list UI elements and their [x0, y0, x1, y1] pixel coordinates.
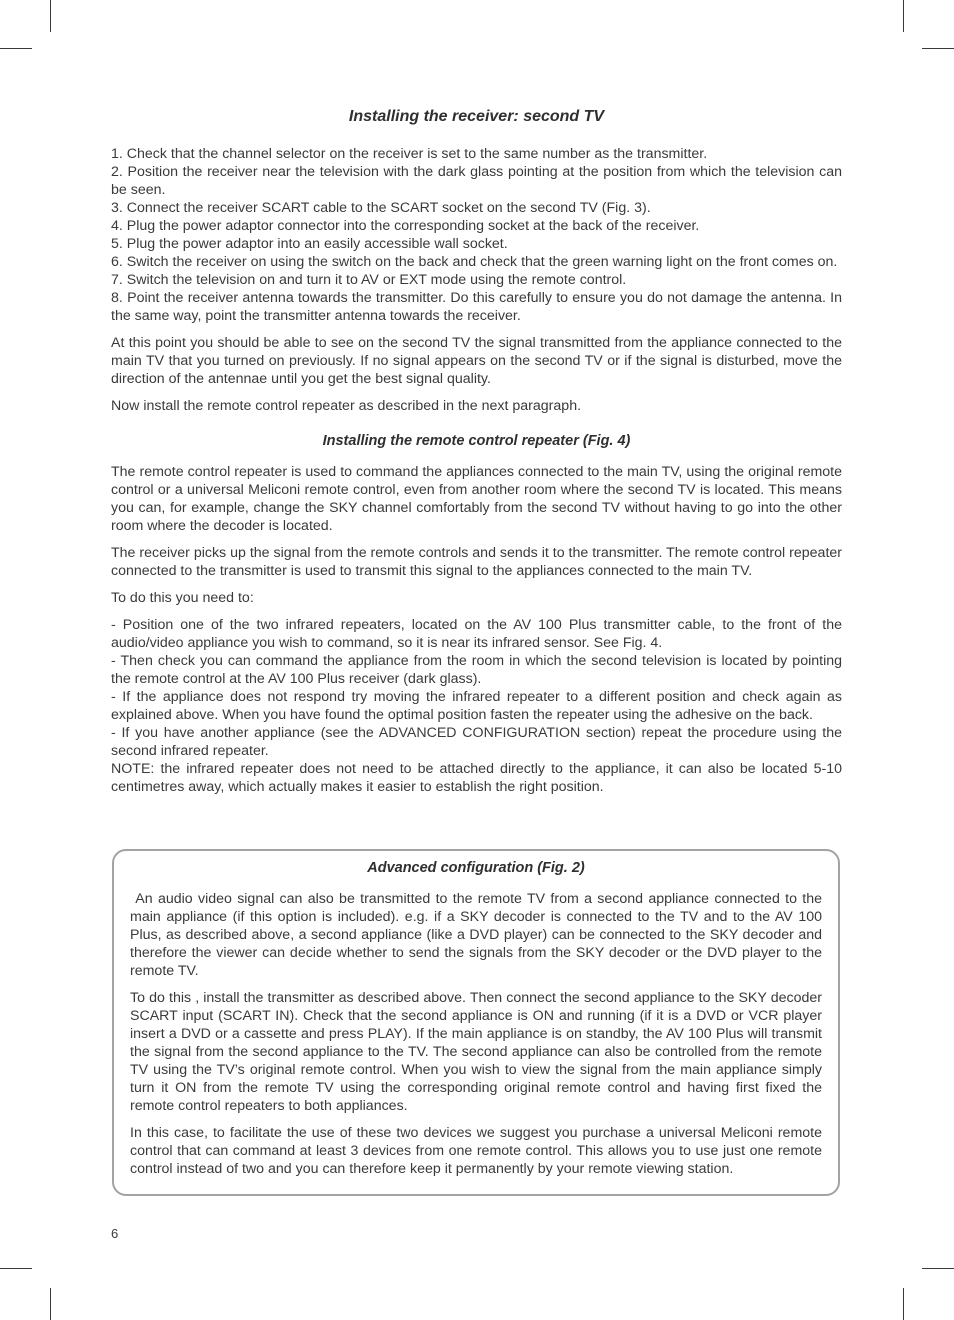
step-item: 5. Plug the power adaptor into an easily accessible wall socket.: [111, 236, 508, 252]
list-item: - Then check you can command the appliance from the room in which the second television is located by pointing the remote control at the AV 100 Plus receiver (dark glass).: [111, 653, 842, 687]
body-paragraph: To do this you need to:: [111, 590, 254, 606]
step-item: 4. Plug the power adaptor connector into the corresponding socket at the back of the receiver.: [111, 218, 700, 234]
crop-mark: [50, 1288, 51, 1320]
step-item: 3. Connect the receiver SCART cable to the SCART socket on the second TV (Fig. 3).: [111, 200, 651, 216]
crop-mark: [922, 1268, 954, 1269]
step-item: 7. Switch the television on and turn it to AV or EXT mode using the remote control.: [111, 272, 627, 288]
body-paragraph: Now install the remote control repeater as described in the next paragraph.: [111, 398, 582, 414]
crop-mark: [922, 48, 954, 49]
list-item: - If the appliance does not respond try moving the infrared repeater to a different position and check again as explained above. When you have found the optimal position fasten the repeater using the adhesive on the back.: [111, 689, 842, 723]
page-content: [111, 107, 842, 796]
body-paragraph: The remote control repeater is used to command the appliances connected to the main TV, using the original remote control or a universal Meliconi remote control, even from another room where the second TV is located. This means you can, for example, change the SKY channel comfortably from the second TV without having to go into the other room where the decoder is located.: [111, 464, 842, 534]
step-item: 2. Position the receiver near the television with the dark glass pointing at the position from which the television can be seen.: [111, 164, 842, 198]
crop-mark: [0, 48, 32, 49]
advanced-configuration-box: [112, 849, 840, 1196]
box-paragraph: In this case, to facilitate the use of these two devices we suggest you purchase a universal Meliconi remote control that can command at least 3 devices from one remote control. This allows you to use just one remote control instead of two and you can therefore keep it permanently by your remote viewing station.: [130, 1125, 822, 1177]
box-paragraph: To do this , install the transmitter as described above. Then connect the second appliance to the SKY decoder SCART input (SCART IN). Check that the second appliance is ON and running (if it is a DVD or VCR player insert a DVD or a cassette and press PLAY). If the main appliance is on standby, the AV 100 Plus will transmit the signal from the second appliance to the TV. The second appliance can also be controlled from the remote TV using the TV’s original remote control. When you wish to view the signal from the main appliance simply turn it ON from the remote TV using the corresponding original remote control and having first fixed the remote control repeaters to both appliances.: [130, 990, 822, 1114]
repeater-instructions: [111, 616, 842, 796]
section-title-receiver: Installing the receiver: second TV: [348, 108, 605, 125]
installation-steps: [111, 145, 842, 325]
body-paragraph: The receiver picks up the signal from the remote controls and sends it to the transmitter. The remote control repeater connected to the transmitter is used to transmit this signal to the appliances connected to the main TV.: [111, 545, 842, 579]
crop-mark: [903, 0, 904, 32]
box-paragraph: An audio video signal can also be transmitted to the remote TV from a second appliance connected to the main appliance (if this option is included). e.g. if a SKY decoder is connected to the TV and to the AV 100 Plus, as described above, a second appliance (like a DVD player) can be connected to the SKY decoder and therefore the viewer can decide whether to send the signals from the SKY decoder or the DVD player to the remote TV.: [130, 891, 822, 979]
page-number: 6: [111, 1226, 119, 1241]
list-item: - If you have another appliance (see the ADVANCED CONFIGURATION section) repeat the procedure using the second infrared repeater.: [111, 725, 842, 759]
step-item: 6. Switch the receiver on using the switch on the back and check that the green warning light on the front comes on.: [111, 254, 838, 270]
section-title-repeater: Installing the remote control repeater (Fig. 4): [322, 433, 631, 449]
crop-mark: [903, 1288, 904, 1320]
note-text: NOTE: the infrared repeater does not need to be attached directly to the appliance, it can also be located 5-10 centimetres away, which actually makes it easier to establish the right position.: [111, 761, 842, 795]
body-paragraph: At this point you should be able to see on the second TV the signal transmitted from the appliance connected to the main TV that you turned on previously. If no signal appears on the second TV or if the signal is disturbed, move the direction of the antennae until you get the best signal quality.: [111, 335, 842, 387]
crop-mark: [0, 1268, 32, 1269]
box-title: Advanced configuration (Fig. 2): [367, 860, 585, 876]
step-item: 8. Point the receiver antenna towards the transmitter. Do this carefully to ensure you do not damage the antenna. In the same way, point the transmitter antenna towards the receiver.: [111, 290, 842, 324]
crop-mark: [50, 0, 51, 32]
list-item: - Position one of the two infrared repeaters, located on the AV 100 Plus transmitter cable, to the front of the audio/video appliance you wish to command, so it is near its infrared sensor. See Fig. 4.: [111, 617, 842, 651]
step-item: 1. Check that the channel selector on the receiver is set to the same number as the transmitter.: [111, 146, 708, 162]
